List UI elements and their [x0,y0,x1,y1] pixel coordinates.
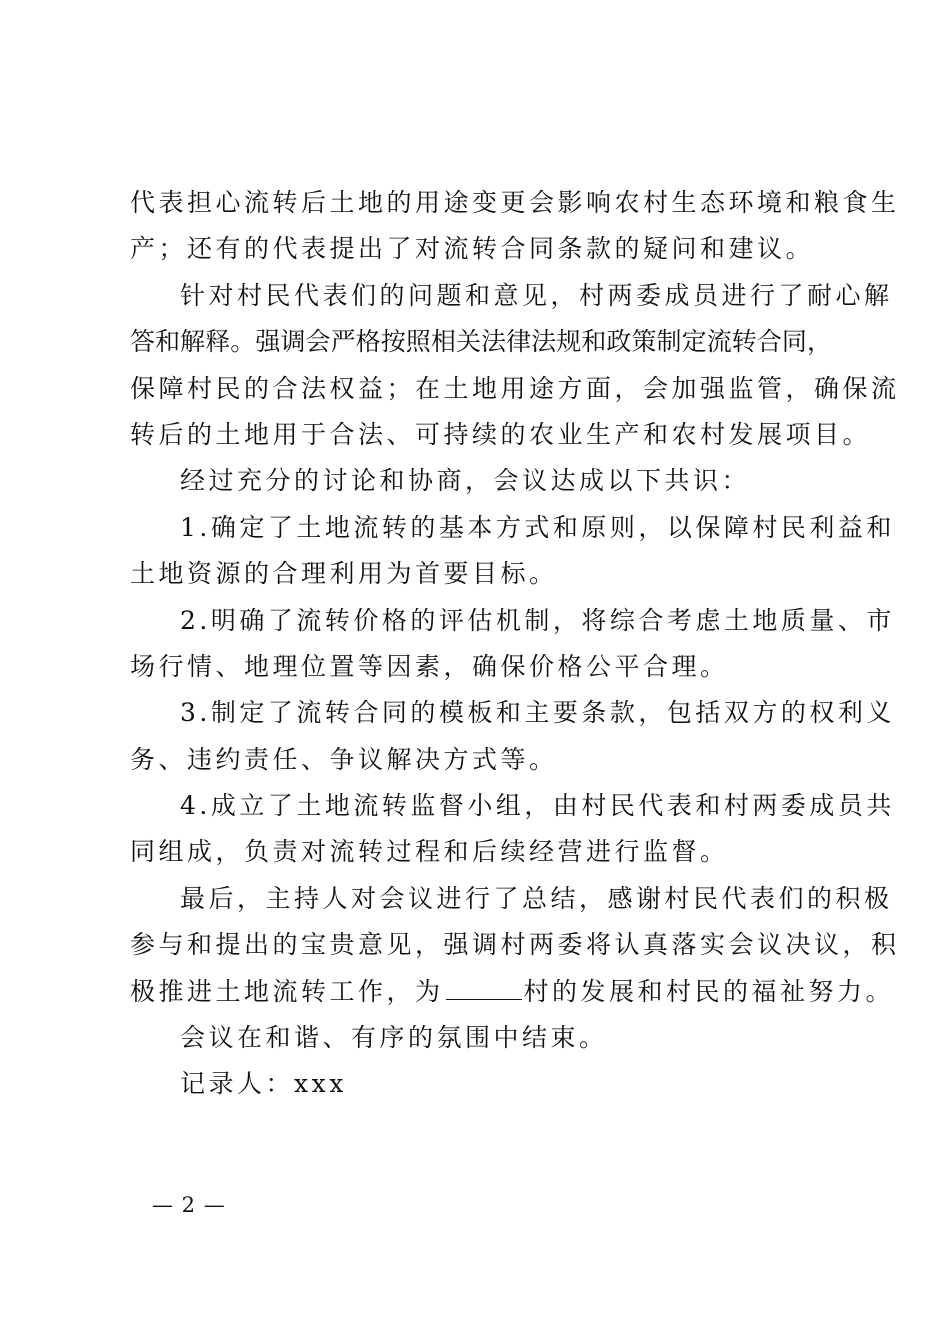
closing-line: 会议在和谐、有序的氛围中结束。 [180,1023,608,1053]
list-item-2-line: 2.明确了流转价格的评估机制，将综合考虑土地质量、市 [180,605,895,635]
list-item-2-line: 场行情、地理位置等因素，确保价格公平合理。 [130,651,729,681]
text-before-blank: 极推进土地流转工作，为 [130,976,444,1006]
text-line: 最后，主持人对会议进行了总结，感谢村民代表们的积极 [180,883,893,913]
text-line: 保障村民的合法权益；在土地用途方面，会加强监管，确保流 [130,373,900,403]
list-item-3-line: 3.制定了流转合同的模板和主要条款，包括双方的权利义 [180,698,895,728]
recorder-line: 记录人：xxx [180,1069,347,1099]
document-body [130,180,900,1108]
text-line: 参与和提出的宝贵意见，强调村两委将认真落实会议决议，积 [130,930,900,960]
text-line: 经过充分的讨论和协商，会议达成以下共识： [180,466,751,496]
list-item-3-line: 务、违约责任、争议解决方式等。 [130,744,558,774]
text-line-with-blank [130,969,895,1015]
text-line: 代表担心流转后土地的用途变更会影响农村生态环境和粮食生 [130,188,900,217]
fill-in-blank [446,973,522,1000]
text-line: 产；还有的代表提出了对流转合同条款的疑问和建议。 [130,234,815,264]
text-after-blank: 村的发展和村民的福祉努力。 [523,976,895,1006]
page-number: — 2 — [152,1193,226,1217]
list-item-4-line: 4.成立了土地流转监督小组，由村民代表和村两委成员共 [180,791,895,821]
list-item-1-line: 土地资源的合理利用为首要目标。 [130,559,558,589]
list-item-1-line: 1.确定了土地流转的基本方式和原则，以保障村民利益和 [180,512,895,542]
text-line: 针对村民代表们的问题和意见，村两委成员进行了耐心解 [180,280,893,310]
text-line: 答和解释。强调会严格按照相关法律法规和政策制定流转合同， [130,327,832,357]
list-item-4-line: 同组成，负责对流转过程和后续经营进行监督。 [130,837,729,867]
text-line: 转后的土地用于合法、可持续的农业生产和农村发展项目。 [130,419,872,449]
